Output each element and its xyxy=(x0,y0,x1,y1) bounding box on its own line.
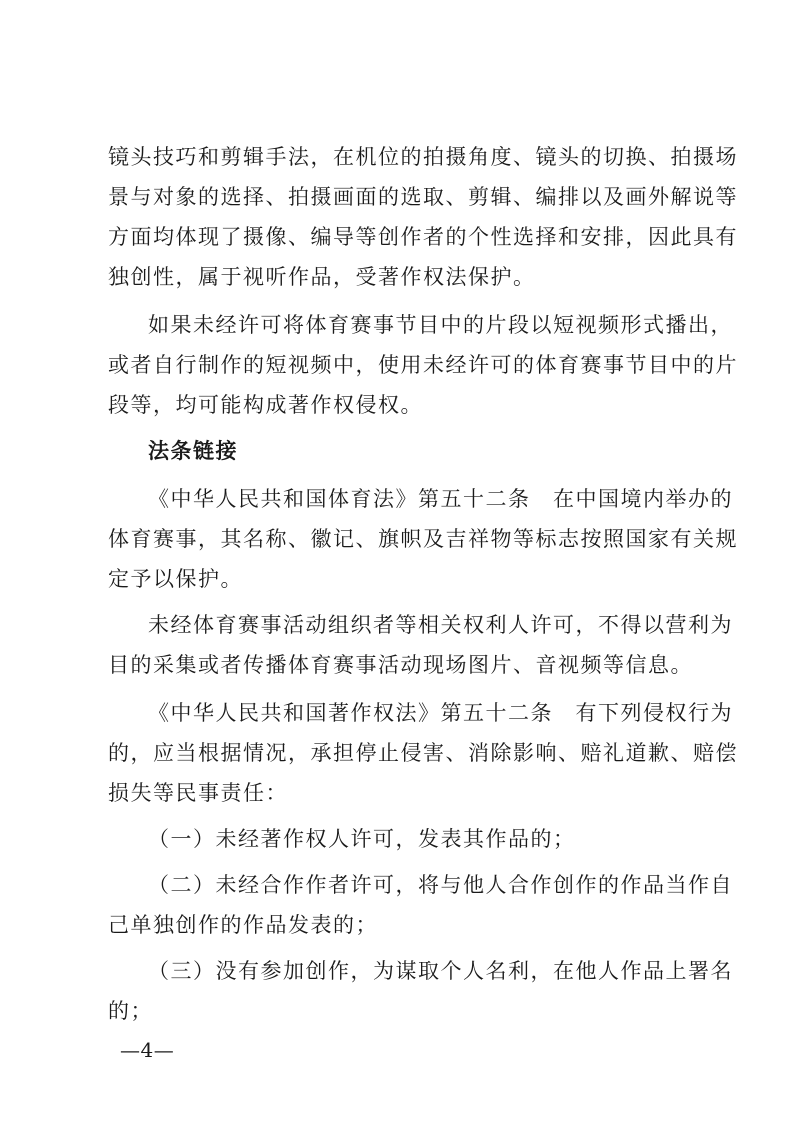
paragraph-line: 的，应当根据情况，承担停止侵害、消除影响、赔礼道歉、赔偿 xyxy=(108,741,738,765)
page-number: —4— xyxy=(120,1038,175,1062)
paragraph-line: 《中华人民共和国体育法》第五十二条 在中国境内举办的 xyxy=(148,487,733,511)
paragraph-line: 段等，均可能构成著作权侵权。 xyxy=(108,393,423,417)
list-item-line: 的； xyxy=(108,999,153,1023)
list-item-line: （二）未经合作作者许可，将与他人合作创作的作品当作自 xyxy=(148,873,733,897)
list-item-line: 己单独创作的作品发表的； xyxy=(108,913,378,937)
paragraph-line: 镜头技巧和剪辑手法，在机位的拍摄角度、镜头的切换、拍摄场 xyxy=(108,145,738,169)
section-heading: 法条链接 xyxy=(148,439,238,463)
paragraph-line: 如果未经许可将体育赛事节目中的片段以短视频形式播出， xyxy=(148,313,733,337)
paragraph-line: 损失等民事责任： xyxy=(108,781,288,805)
list-item-line: （三）没有参加创作，为谋取个人名利，在他人作品上署名 xyxy=(148,959,733,983)
paragraph-line: 体育赛事，其名称、徽记、旗帜及吉祥物等标志按照国家有关规 xyxy=(108,527,738,551)
paragraph-line: 未经体育赛事活动组织者等相关权利人许可，不得以营利为 xyxy=(148,613,733,637)
paragraph-line: 景与对象的选择、拍摄画面的选取、剪辑、编排以及画外解说等 xyxy=(108,185,738,209)
paragraph-line: 《中华人民共和国著作权法》第五十二条 有下列侵权行为 xyxy=(148,701,733,725)
paragraph-line: 定予以保护。 xyxy=(108,567,243,591)
paragraph-line: 独创性，属于视听作品，受著作权法保护。 xyxy=(108,265,536,289)
list-item-line: （一）未经著作权人许可，发表其作品的； xyxy=(148,827,576,851)
paragraph-line: 或者自行制作的短视频中，使用未经许可的体育赛事节目中的片 xyxy=(108,353,738,377)
paragraph-line: 方面均体现了摄像、编导等创作者的个性选择和安排，因此具有 xyxy=(108,225,738,249)
paragraph-line: 目的采集或者传播体育赛事活动现场图片、音视频等信息。 xyxy=(108,653,693,677)
